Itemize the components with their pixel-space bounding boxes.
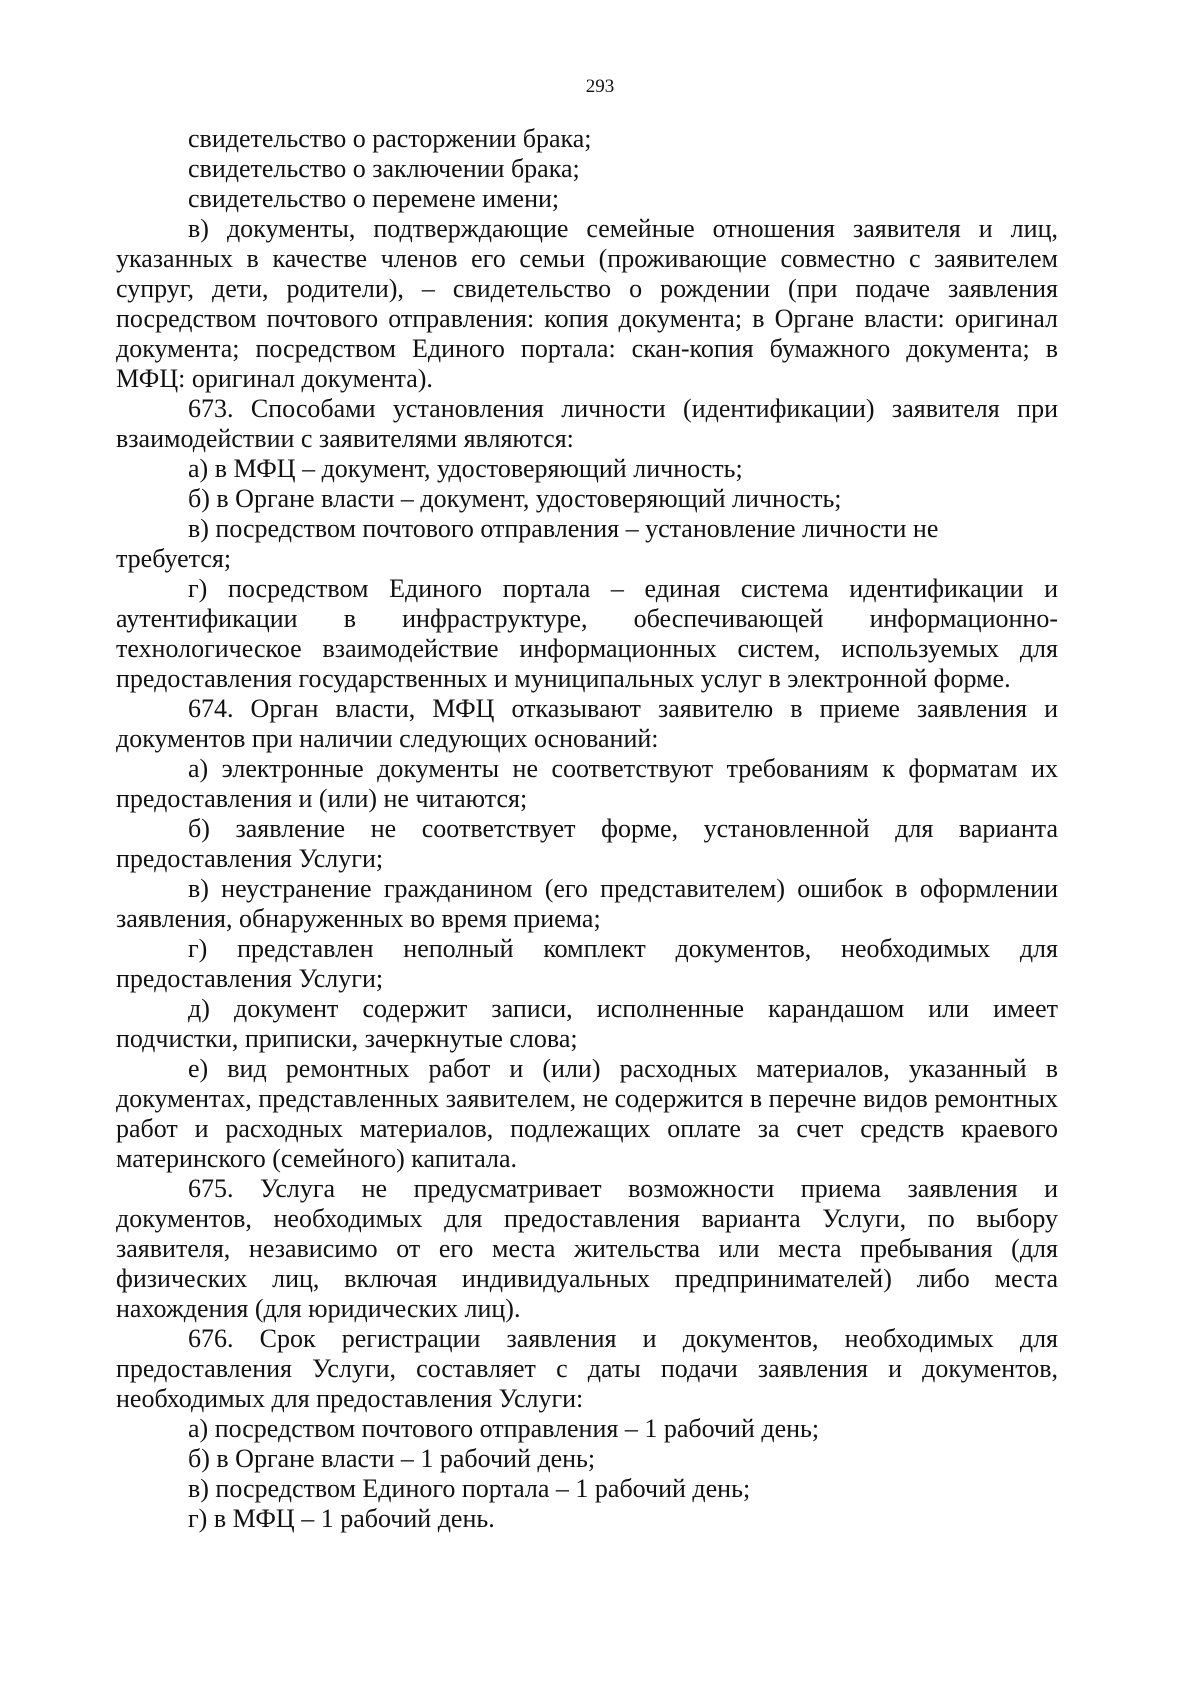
- paragraph: в) неустранение гражданином (его представителем) ошибок в оформлении заявления, обнаруженных во время приема;: [116, 874, 1058, 933]
- paragraph: 673. Способами установления личности (идентификации) заявителя при взаимодействии с заявителями являются:: [116, 394, 1058, 453]
- paragraph: г) в МФЦ – 1 рабочий день.: [188, 1504, 495, 1533]
- paragraph: а) электронные документы не соответствуют требованиям к форматам их предоставления и (или) не читаются;: [116, 754, 1058, 813]
- paragraph: в) документы, подтверждающие семейные отношения заявителя и лиц, указанных в качестве членов его семьи (проживающие совместно с заявителем супруг, дети, родители), – свидетельство о рождении (при подаче заявления посредством почтового отправления: копия документа; в Органе власти: оригинал документа; посредством Единого портала: скан-копия бумажного документа; в МФЦ: оригинал документа).: [116, 214, 1058, 393]
- paragraph: б) в Органе власти – документ, удостоверяющий личность;: [188, 484, 842, 513]
- paragraph: г) посредством Единого портала – единая система идентификации и аутентификации в инфраструктуре, обеспечивающей информационно-технологическое взаимодействие информационных систем, используемых для предоставления государственных и муниципальных услуг в электронной форме.: [116, 574, 1058, 693]
- paragraph: 674. Орган власти, МФЦ отказывают заявителю в приеме заявления и документов при наличии следующих оснований:: [116, 694, 1058, 753]
- paragraph: г) представлен неполный комплект документов, необходимых для предоставления Услуги;: [116, 934, 1058, 993]
- paragraph: а) посредством почтового отправления – 1 рабочий день;: [188, 1414, 820, 1443]
- paragraph: свидетельство о перемене имени;: [188, 184, 560, 213]
- paragraph: в) посредством Единого портала – 1 рабочий день;: [188, 1474, 751, 1503]
- paragraph: в) посредством почтового отправления – установление личности не требуется;: [116, 514, 939, 573]
- paragraph: б) заявление не соответствует форме, установленной для варианта предоставления Услуги;: [116, 814, 1058, 873]
- paragraph: 676. Срок регистрации заявления и документов, необходимых для предоставления Услуги, составляет с даты подачи заявления и документов, необходимых для предоставления Услуги:: [116, 1324, 1058, 1413]
- paragraph: д) документ содержит записи, исполненные карандашом или имеет подчистки, приписки, зачеркнутые слова;: [116, 994, 1058, 1053]
- page-number: 293: [585, 76, 615, 97]
- paragraph: б) в Органе власти – 1 рабочий день;: [188, 1444, 596, 1473]
- paragraph: свидетельство о расторжении брака;: [188, 124, 592, 153]
- paragraph: свидетельство о заключении брака;: [188, 154, 580, 183]
- paragraph: а) в МФЦ – документ, удостоверяющий личность;: [188, 454, 743, 483]
- document-body: [116, 124, 1058, 1534]
- paragraph: е) вид ремонтных работ и (или) расходных материалов, указанный в документах, представленных заявителем, не содержится в перечне видов ремонтных работ и расходных материалов, подлежащих оплате за счет средств краевого материнского (семейного) капитала.: [116, 1054, 1058, 1173]
- paragraph: 675. Услуга не предусматривает возможности приема заявления и документов, необходимых для предоставления варианта Услуги, по выбору заявителя, независимо от его места жительства или места пребывания (для физических лиц, включая индивидуальных предпринимателей) либо места нахождения (для юридических лиц).: [116, 1174, 1058, 1323]
